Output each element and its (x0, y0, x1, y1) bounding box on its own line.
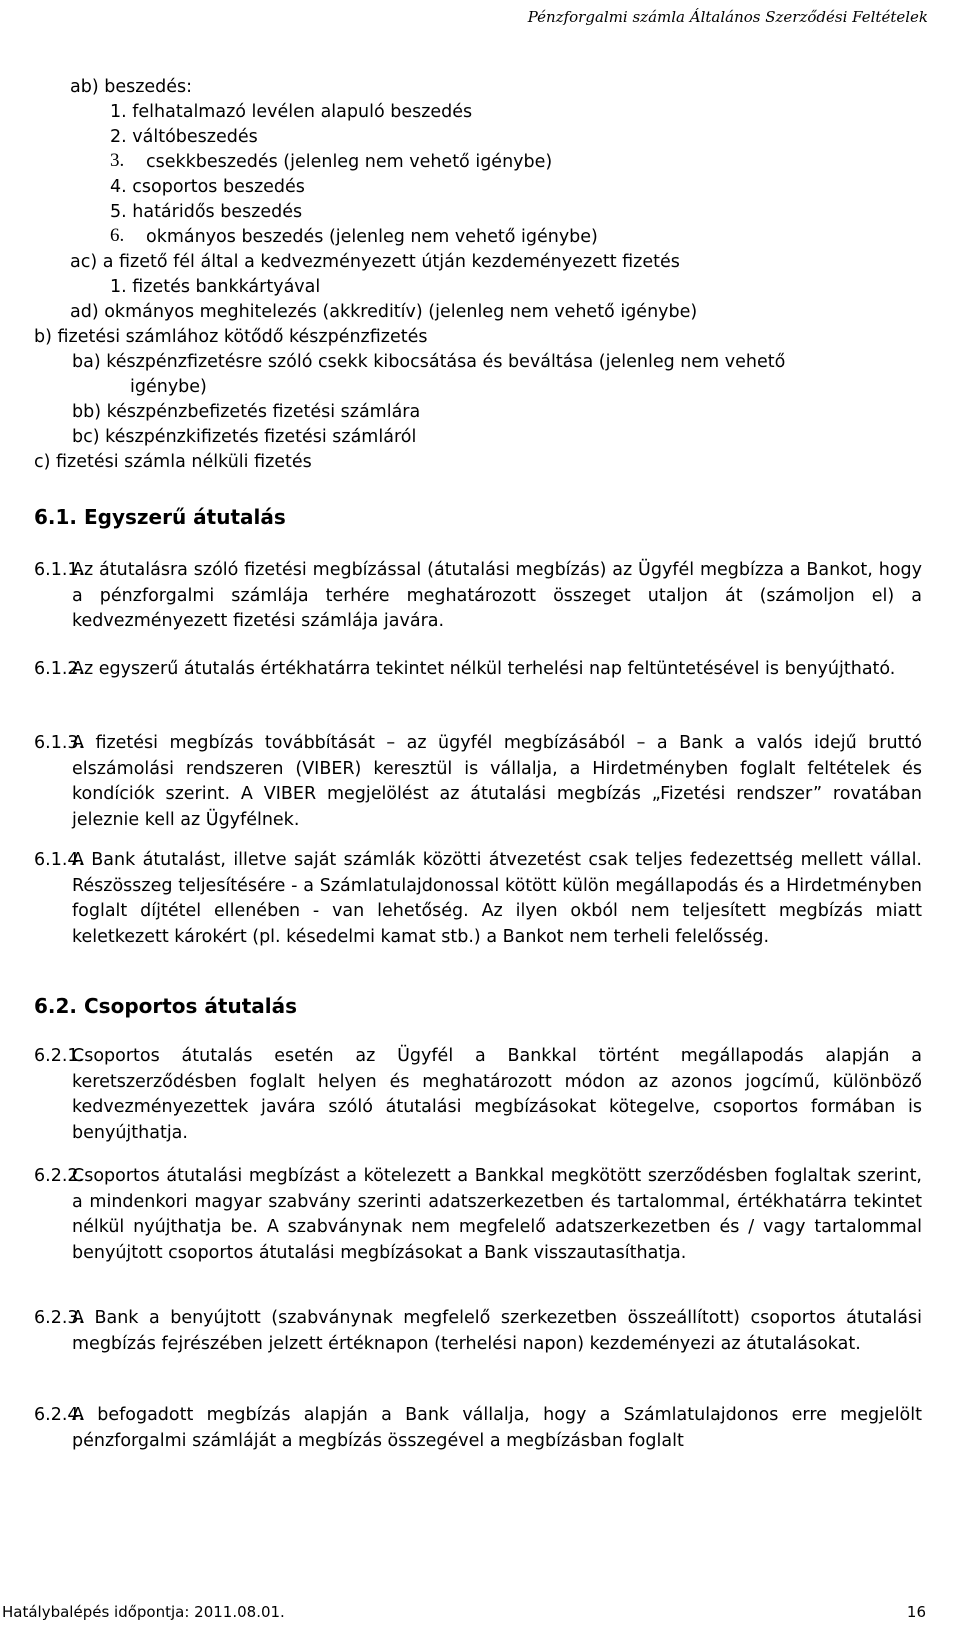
paragraph-number: 6.1.4. (34, 850, 85, 870)
paragraph-text: A Bank a benyújtott (szabványnak megfelelő szerkezetben összeállított) csoportos átutalási megbízás fejrészében jelzett értéknapon (terhelési napon) kezdeményezi az átutalásokat. (72, 1308, 922, 1354)
paragraph-number: 6.2.1. (34, 1046, 85, 1066)
list-item-number: 6. (110, 225, 125, 246)
paragraph-number: 6.1.2. (34, 659, 85, 679)
list-item: csekkbeszedés (jelenleg nem vehető igénybe) (146, 152, 553, 172)
paragraph-6-1-2 (34, 657, 922, 683)
paragraph-text: Az egyszerű átutalás értékhatárra tekintet nélkül terhelési nap feltüntetésével is benyújtható. (72, 659, 896, 679)
list-item-ba-cont: igénybe) (130, 377, 207, 397)
paragraph-number: 6.1.1. (34, 560, 85, 580)
list-item-number: 3. (110, 150, 125, 171)
section-heading-6-2: 6.2. Csoportos átutalás (34, 994, 298, 1018)
list-item-bb: bb) készpénzbefizetés fizetési számlára (72, 402, 421, 422)
list-item-ad: ad) okmányos meghitelezés (akkreditív) (jelenleg nem vehető igénybe) (70, 302, 698, 322)
effective-date: Hatálybalépés időpontja: 2011.08.01. (2, 1603, 285, 1621)
list-item: okmányos beszedés (jelenleg nem vehető igénybe) (146, 227, 598, 247)
list-item-bc: bc) készpénzkifizetés fizetési számláról (72, 427, 417, 447)
paragraph-number: 6.2.3. (34, 1308, 85, 1328)
list-item-c: c) fizetési számla nélküli fizetés (34, 452, 312, 472)
list-item: 2. váltóbeszedés (110, 127, 258, 147)
list-item: 5. határidős beszedés (110, 202, 303, 222)
list-item: 1. felhatalmazó levélen alapuló beszedés (110, 102, 473, 122)
page-number: 16 (906, 1603, 926, 1621)
paragraph-6-1-4 (34, 848, 922, 950)
paragraph-text: Az átutalásra szóló fizetési megbízással (átutalási megbízás) az Ügyfél megbízza a Bankot, hogy a pénzforgalmi számlája terhére meghatározott összeget utaljon át (számoljon el) a kedvezményezett fizetési számlája javára. (72, 560, 922, 631)
paragraph-number: 6.2.4. (34, 1405, 85, 1425)
paragraph-6-1-1 (34, 558, 922, 635)
paragraph-text: Csoportos átutalás esetén az Ügyfél a Bankkal történt megállapodás alapján a keretszerződésben foglalt helyen és meghatározott módon az azonos jogcímű, különböző kedvezményezettek javára szóló átutalási megbízásokat kötegelve, csoportos formában is benyújthatja. (72, 1046, 922, 1143)
document-header: Pénzforgalmi számla Általános Szerződési Feltételek (527, 8, 928, 26)
paragraph-text: A befogadott megbízás alapján a Bank vállalja, hogy a Számlatulajdonos erre megjelölt pénzforgalmi számláját a megbízás összegével a megbízásban foglalt (72, 1405, 922, 1451)
paragraph-6-2-4 (34, 1403, 922, 1454)
paragraph-number: 6.2.2. (34, 1166, 85, 1186)
paragraph-text: A Bank átutalást, illetve saját számlák közötti átvezetést csak teljes fedezettség mellett vállal. Részösszeg teljesítésére - a Számlatulajdonossal kötött külön megállapodás és a Hirdetményben foglalt díjtétel ellenében - van lehetőség. Az ilyen okból nem teljesített megbízás miatt keletkezett károkért (pl. késedelmi kamat stb.) a Bankot nem terheli felelősség. (72, 850, 922, 947)
list-item: 1. fizetés bankkártyával (110, 277, 321, 297)
list-item-ba: ba) készpénzfizetésre szóló csekk kibocsátása és beváltása (jelenleg nem vehető (72, 352, 786, 372)
section-heading-6-1: 6.1. Egyszerű átutalás (34, 505, 286, 529)
list-item-ac: ac) a fizető fél által a kedvezményezett útján kezdeményezett fizetés (70, 252, 680, 272)
paragraph-text: Csoportos átutalási megbízást a kötelezett a Bankkal megkötött szerződésben foglaltak szerint, a mindenkori magyar szabvány szerinti adatszerkezetben és tartalommal, értékhatárra tekintet nélkül nyújthatja be. A szabványnak nem megfelelő adatszerkezetben és / vagy tartalommal benyújtott csoportos átutalási megbízásokat a Bank visszautasíthatja. (72, 1166, 922, 1263)
paragraph-6-1-3 (34, 731, 922, 833)
paragraph-6-2-2 (34, 1164, 922, 1266)
paragraph-number: 6.1.3. (34, 733, 85, 753)
list-item-b: b) fizetési számlához kötődő készpénzfizetés (34, 327, 428, 347)
paragraph-text: A fizetési megbízás továbbítását – az ügyfél megbízásából – a Bank a valós idejű bruttó elszámolási rendszeren (VIBER) keresztül is vállalja, a Hirdetményben foglalt feltételek és kondíciók szerint. A VIBER megjelölést az átutalási megbízás „Fizetési rendszer” rovatában jeleznie kell az Ügyfélnek. (72, 733, 922, 830)
paragraph-6-2-3 (34, 1306, 922, 1357)
list-item: 4. csoportos beszedés (110, 177, 305, 197)
list-item-ab: ab) beszedés: (70, 77, 193, 97)
paragraph-6-2-1 (34, 1044, 922, 1146)
